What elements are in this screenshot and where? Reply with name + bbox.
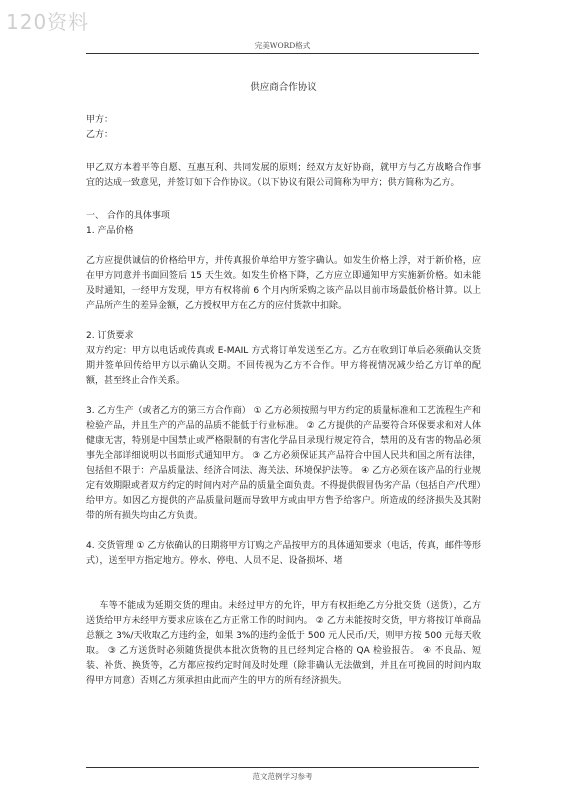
party-a-label: 甲方： [86, 115, 114, 125]
intro-paragraph: 甲乙双方本着平等自愿、互惠互利、共同发展的原则；经双方友好协商，就甲方与乙方战略合作事宜的达成一致意见，并签订如下合作协议。（以下协议有限公司简称为甲方；供方简称为乙方。 [86, 163, 481, 188]
footer-divider [86, 767, 479, 768]
document-title: 供应商合作协议 [250, 82, 317, 93]
section-heading: 一、 合作的具体事项 [86, 211, 170, 221]
item2-paragraph: 双方约定：甲方以电话或传真或 E-MAIL 方式将订单发送至乙方。乙方在收到订单后必须确认交货期并签单回传给甲方以示确认交期。不回传视为乙方不合作。甲方将视情况减少给乙方订单的配额，甚至终止合作关系。 [86, 346, 481, 386]
item4-paragraph: 4. 交货管理 ① 乙方依确认的日期将甲方订购之产品按甲方的具体通知要求（电话，传真，邮件等形式），送至甲方指定地方。停水、停电、人员不足、设备损坏、堵 [86, 541, 481, 566]
page-footer: 范文范例学习参考 [252, 772, 313, 781]
item4-continuation: 车等不能成为延期交货的理由。未经过甲方的允许，甲方有权拒绝乙方分批交货（送货），乙方送货给甲方未经甲方要求应该在乙方正常工作的时间内。 ② 乙方未能按时交货，甲方将按订单商品总额之 3%/天收取乙方违约金，如果 3%的违约金低于 500 元人民币/天，则甲方按 500 元每天收取。 ③ 乙方送货时必须随货提供本批次货物的且已经判定合格的 QA 检验报告。 ④ 不良品、短装、补货、换货等，乙方都应按约定时间及时处理（除非确认无法做到，并且在可挽回的时间内取得甲方同意）否则乙方须承担由此而产生的甲方的所有经济损失。 [86, 601, 481, 686]
item1-heading: 1. 产品价格 [86, 226, 134, 236]
item3-paragraph: 3. 乙方生产（或者乙方的第三方合作商） ① 乙方必须按照与甲方约定的质量标准和工艺流程生产和检验产品，并且生产的产品的品质不能低于行业标准。 ② 乙方提供的产品要符合环保要求和对人体健康无害，特别是中国禁止或严格限制的有害化学品目录现行规定符合，禁用的及有害的物品必须事先全部详细说明以书面形式通知甲方。 ③ 乙方必须保证其产品符合中国人民共和国之所有法律，包括但不限于：产品质量法、经济合同法、海关法、环境保护法等。 ④ 乙方必须在该产品的行业规定有效期限或者双方约定的时间内对产品的质量全面负责。不得提供假冒伪劣产品（包括自产/代理）给甲方。如因乙方提供的产品质量问题而导致甲方或由甲方售予给客户。所造成的经济损失及其附带的所有损失均由乙方负责。 [86, 406, 481, 521]
document-body [86, 80, 481, 689]
watermark-logo: 120资料 [6, 10, 90, 34]
header-divider [86, 53, 479, 54]
page-header: 完美WORD格式 [254, 41, 311, 50]
party-b-label: 乙方： [86, 130, 114, 140]
item2-heading: 2. 订货要求 [86, 331, 134, 341]
item1-paragraph: 乙方应提供诚信的价格给甲方，并传真报价单给甲方签字确认。如发生价格上浮，对于新价格，应在甲方同意并书面回签后 15 天生效。如发生价格下降，乙方应立即通知甲方实施新价格。如未能及时通知，一经甲方发现，甲方有权将前 6 个月内所采购之该产品以目前市场最低价格计算。以上产品所产生的差异金额，乙方授权甲方在乙方的应付货款中扣除。 [86, 256, 481, 311]
